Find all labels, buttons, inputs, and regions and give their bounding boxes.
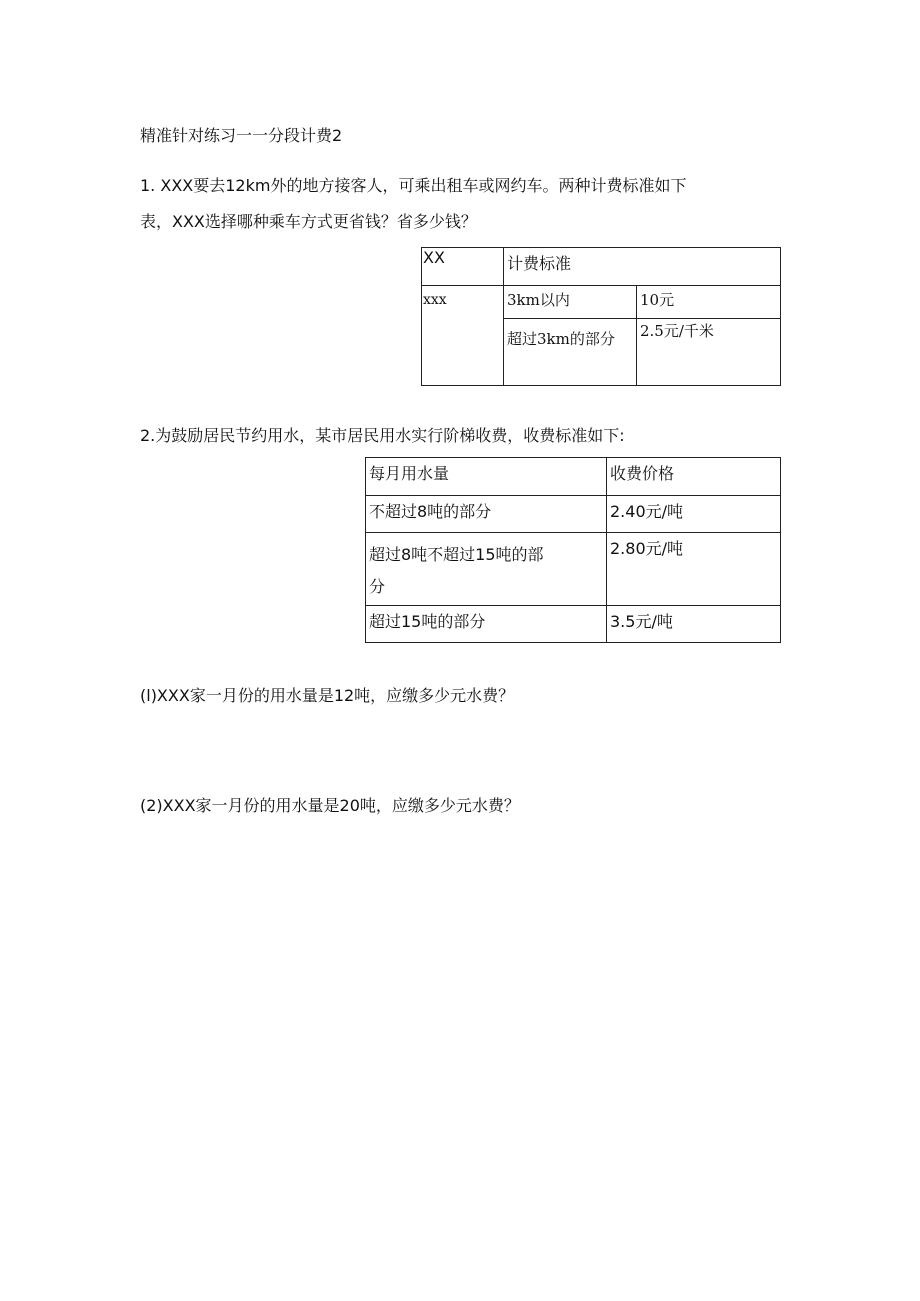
question-1-line-1: 1. XXX要去12km外的地方接客人，可乘出租车或网约车。两种计费标准如下 [140, 176, 687, 195]
question-1-line-2: 表，XXX选择哪种乘车方式更省钱？省多少钱？ [140, 212, 477, 231]
fare-range-cell: 3km以内 [504, 286, 637, 319]
page-title: 精准针对练习一一分段计费2 [140, 126, 343, 145]
water-price-cell: 3.5元/吨 [607, 606, 781, 643]
water-usage-line-1: 超过8吨不超过15吨的部 [369, 545, 544, 564]
fare-range-cell: 超过3km的部分 [504, 319, 637, 386]
fare-price-cell: 2.5元/千米 [637, 319, 781, 386]
fare-table-header-right: 计费标准 [504, 248, 781, 286]
fare-table-row-label: xxx [422, 286, 504, 386]
fare-header-left-text: XX [423, 248, 445, 267]
water-table-header-price: 收费价格 [607, 458, 781, 496]
water-usage-line-2: 分 [369, 577, 386, 596]
question-2-part-1: (l)XXX家一月份的用水量是12吨，应缴多少元水费？ [140, 686, 515, 705]
water-price-cell: 2.80元/吨 [607, 533, 781, 606]
water-usage-cell: 超过15吨的部分 [366, 606, 607, 643]
water-price-cell: 2.40元/吨 [607, 496, 781, 533]
water-price-table [365, 457, 781, 643]
water-usage-cell [366, 533, 607, 606]
fare-table-header-left [422, 248, 504, 286]
taxi-fare-table [421, 247, 781, 386]
water-table-header-usage: 每月用水量 [366, 458, 607, 496]
question-2-part-2: (2)XXX家一月份的用水量是20吨，应缴多少元水费？ [140, 796, 520, 815]
fare-price-cell: 10元 [637, 286, 781, 319]
question-2-intro: 2.为鼓励居民节约用水，某市居民用水实行阶梯收费，收费标准如下: [140, 426, 625, 445]
water-usage-cell: 不超过8吨的部分 [366, 496, 607, 533]
